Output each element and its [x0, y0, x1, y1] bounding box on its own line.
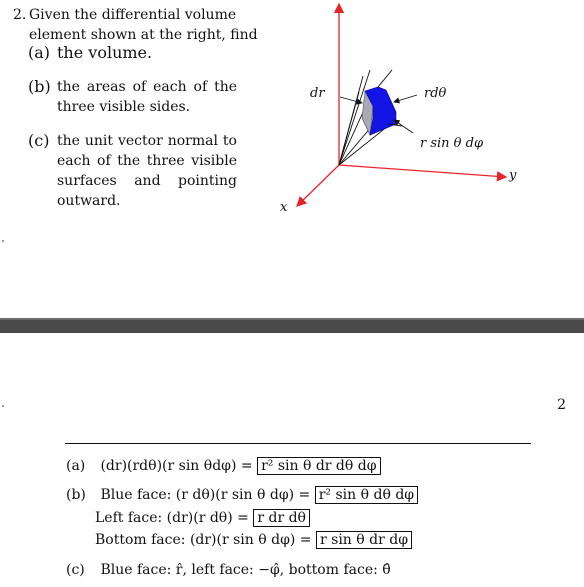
solution-c-label: (c): [66, 562, 85, 578]
problem-stem: Given the differential volume element shown at the right, find: [29, 7, 258, 43]
rsin-arrow: [394, 120, 413, 133]
solution-c-text: Blue face: r̂, left face: −φ̂, bottom face: θ̂: [100, 562, 391, 578]
page-number: 2: [557, 397, 566, 413]
rdtheta-label: rdθ: [424, 86, 447, 101]
solution-b-left: [95, 510, 310, 526]
page-separator: [0, 318, 584, 333]
solution-a-label: (a): [66, 458, 86, 474]
solution-b-label: (b): [66, 487, 86, 503]
solution-rule: [65, 443, 531, 444]
y-axis: [339, 165, 506, 177]
part-b-label: (b): [28, 77, 51, 96]
part-c-text: the unit vector normal to each of the three visible surfaces and pointing outward.: [57, 133, 237, 209]
rdtheta-arrow: [394, 95, 417, 102]
part-c-label: (c): [28, 131, 50, 150]
solution-b-left-prefix: Left face: (dr)(r dθ) =: [95, 510, 249, 526]
margin-mark: [2, 240, 4, 242]
solution-page: [0, 333, 584, 587]
dr-label: dr: [310, 86, 325, 101]
part-a-text: the volume.: [57, 43, 153, 62]
x-axis-label: x: [280, 200, 288, 215]
solution-a-expr: (dr)(rdθ)(r sin θdφ) =: [100, 458, 253, 474]
rsin-label: r sin θ dφ: [420, 136, 484, 151]
solution-a-answer: r² sin θ dr dθ dφ: [257, 457, 380, 475]
volume-element-figure: [270, 0, 570, 234]
solution-a: [66, 456, 381, 476]
x-axis: [297, 165, 339, 206]
y-axis-label: y: [509, 168, 517, 183]
solution-b: [66, 485, 418, 505]
solution-b-blue: Blue face: (r dθ)(r sin θ dφ) =: [100, 487, 311, 503]
solution-b-bottom-answer: r sin θ dr dφ: [316, 531, 412, 549]
solution-b-left-answer: r dr dθ: [253, 509, 310, 527]
solution-b-bottom-prefix: Bottom face: (dr)(r sin θ dφ) =: [95, 532, 312, 548]
solution-c: [66, 560, 391, 580]
volume-element-diagram: [270, 0, 570, 230]
solution-b-blue-answer: r² sin θ dθ dφ: [315, 486, 418, 504]
part-b-text: the areas of each of the three visible sides.: [57, 79, 237, 115]
problem-number: 2.: [13, 7, 27, 23]
dr-arrow: [340, 97, 362, 103]
part-a-label: (a): [28, 43, 51, 62]
solution-b-bottom: [95, 532, 412, 548]
margin-mark: [2, 405, 4, 407]
